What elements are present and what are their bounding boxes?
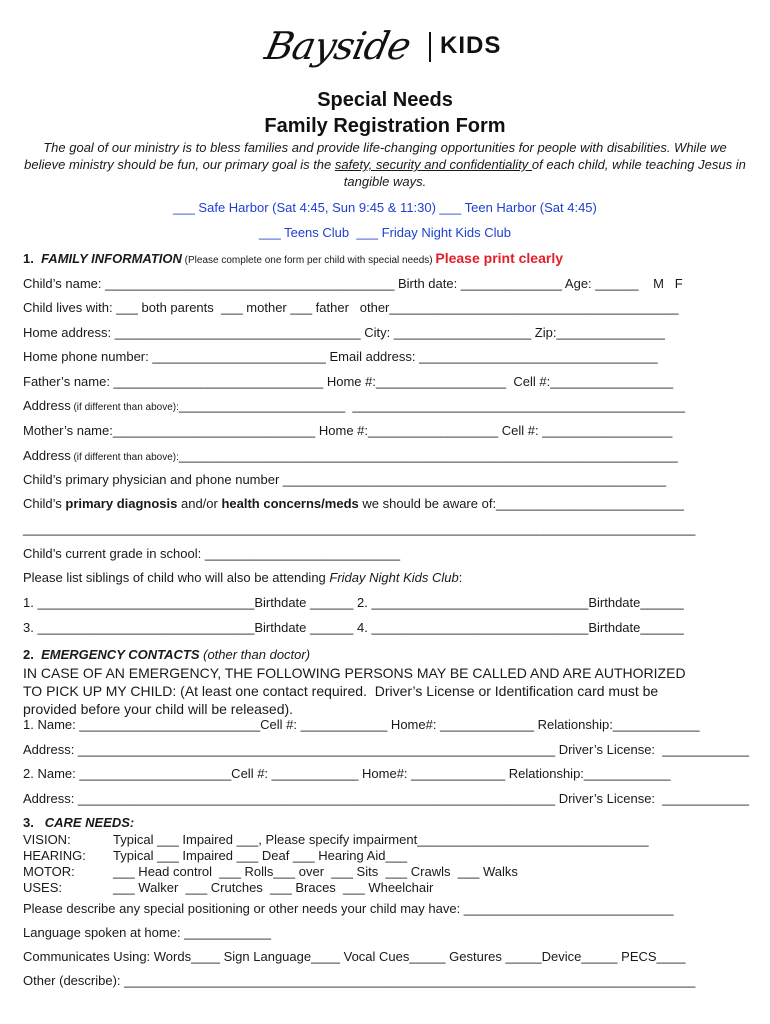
child-name-line: Child’s name: ________________________________________ Birth date: ______________ Age: ______ M F (23, 276, 683, 291)
father-address-line (23, 398, 685, 416)
diag-pre: Child’s (23, 496, 66, 511)
language-line: Language spoken at home: ____________ (23, 925, 271, 940)
diagnosis-line (23, 496, 684, 512)
address-note: (if different than above): (70, 402, 179, 413)
diag-mid: and/or (177, 496, 222, 511)
hearing-value: Typical ___ Impaired ___ Deaf ___ Hearing Aid___ (113, 848, 408, 863)
vision-label: VISION: (23, 832, 71, 847)
intro-part-1: The goal of our ministry is to bless families and provide life-changing opportunities for people with disabilities. While we believe ministry should be fun, our primary goal is the (24, 140, 727, 172)
address-label: Address (23, 398, 71, 413)
programs-line-1: ___ Safe Harbor (Sat 4:45, Sun 9:45 & 11:30) ___ Teen Harbor (Sat 4:45) (173, 200, 597, 215)
address-note: (if different than above): (70, 452, 179, 463)
section-1-header (23, 250, 563, 269)
siblings-line (23, 570, 462, 586)
section-1-number: 1. (23, 251, 34, 266)
intro-paragraph (22, 139, 748, 190)
grade-line: Child’s current grade in school: ___________________________ (23, 546, 401, 561)
siblings-1-2-line: 1. ______________________________Birthdate ______ 2. ______________________________Birthdate______ (23, 595, 684, 610)
hearing-label: HEARING: (23, 848, 86, 863)
mother-address-line (23, 448, 678, 466)
vision-row (23, 832, 649, 848)
uses-value: ___ Walker ___ Crutches ___ Braces ___ Wheelchair (113, 880, 434, 895)
siblings-italic: Friday Night Kids Club (329, 570, 459, 585)
father-name-line: Father’s name: _____________________________ Home #:__________________ Cell #:_________________ (23, 374, 674, 389)
section-1-heading: FAMILY INFORMATION (41, 251, 182, 266)
bayside-kids-logo (262, 22, 522, 74)
section-2-heading: EMERGENCY CONTACTS (41, 647, 200, 662)
emergency-warning-1: IN CASE OF AN EMERGENCY, THE FOLLOWING PERSONS MAY BE CALLED AND ARE AUTHORIZED (23, 665, 686, 681)
siblings-3-4-line: 3. ______________________________Birthdate ______ 4. ______________________________Birthdate______ (23, 620, 684, 635)
emergency-warning-3: provided before your child will be released). (23, 701, 294, 717)
other-line: Other (describe): _______________________________________________________________________________ (23, 973, 696, 988)
address-blank: _____________________________________________________________________ (178, 448, 678, 463)
lives-with-line: Child lives with: ___ both parents ___ mother ___ father other________________________________________ (23, 300, 679, 315)
logo-script: Bayside (261, 24, 415, 68)
logo-kids: KIDS (440, 32, 502, 59)
title-line-2: Family Registration Form (264, 115, 506, 137)
siblings-pre: Please list siblings of child who will also be attending (23, 570, 330, 585)
diag-post: we should be aware of:__________________________ (358, 496, 685, 511)
contact-2-address-line: Address: __________________________________________________________________ Driver’s License: ____________ (23, 791, 750, 806)
intro-underlined: safety, security and confidentiality (334, 157, 532, 172)
motor-label: MOTOR: (23, 864, 75, 879)
section-3-heading: CARE NEEDS: (44, 815, 135, 830)
hearing-row (23, 848, 407, 864)
address-blank: _______________________ ______________________________________________ (178, 398, 686, 413)
positioning-line: Please describe any special positioning or other needs your child may have: _____________________________ (23, 901, 674, 916)
vision-value: Typical ___ Impaired ___, Please specify impairment________________________________ (113, 832, 649, 847)
diag-health: health concerns/meds (221, 496, 359, 511)
motor-row (23, 864, 518, 880)
print-clearly-note: Please print clearly (435, 250, 564, 266)
motor-value: ___ Head control ___ Rolls___ over ___ Sits ___ Crawls ___ Walks (113, 864, 518, 879)
contact-2-line: 2. Name: _____________________Cell #: ____________ Home#: _____________ Relationship:____________ (23, 766, 671, 781)
home-address-line: Home address: __________________________________ City: ___________________ Zip:_______________ (23, 325, 665, 340)
section-3-number: 3. (23, 815, 34, 830)
diagnosis-blank-line: _____________________________________________________________________________________________ (23, 521, 696, 536)
address-label: Address (23, 448, 71, 463)
uses-row (23, 880, 433, 896)
physician-line: Child’s primary physician and phone number _____________________________________________________ (23, 472, 667, 487)
section-1-note: (Please complete one form per child with special needs) (181, 255, 436, 266)
intro-part-2: of each child, while teaching Jesus in tangible ways. (343, 157, 746, 189)
section-2-number: 2. (23, 647, 34, 662)
communicates-line: Communicates Using: Words____ Sign Language____ Vocal Cues_____ Gestures _____Device_____ PECS____ (23, 949, 686, 964)
siblings-post: : (458, 570, 463, 585)
section-2-header (23, 647, 310, 663)
programs-line-2: ___ Teens Club ___ Friday Night Kids Club (259, 225, 511, 240)
section-3-header (23, 815, 134, 831)
uses-label: USES: (23, 880, 63, 895)
emergency-warning-2: TO PICK UP MY CHILD: (At least one contact required. Driver’s License or Identification card must be (23, 683, 659, 699)
diag-primary: primary diagnosis (65, 496, 178, 511)
mother-name-line: Mother’s name:____________________________ Home #:__________________ Cell #: __________________ (23, 423, 673, 438)
contact-1-line: 1. Name: _________________________Cell #: ____________ Home#: _____________ Relationship:____________ (23, 717, 700, 732)
logo-divider (429, 32, 431, 62)
contact-1-address-line: Address: __________________________________________________________________ Driver’s License: ____________ (23, 742, 750, 757)
section-2-note: (other than doctor) (199, 647, 311, 662)
title-line-1: Special Needs (317, 89, 453, 111)
home-phone-line: Home phone number: ________________________ Email address: _________________________________ (23, 349, 658, 364)
